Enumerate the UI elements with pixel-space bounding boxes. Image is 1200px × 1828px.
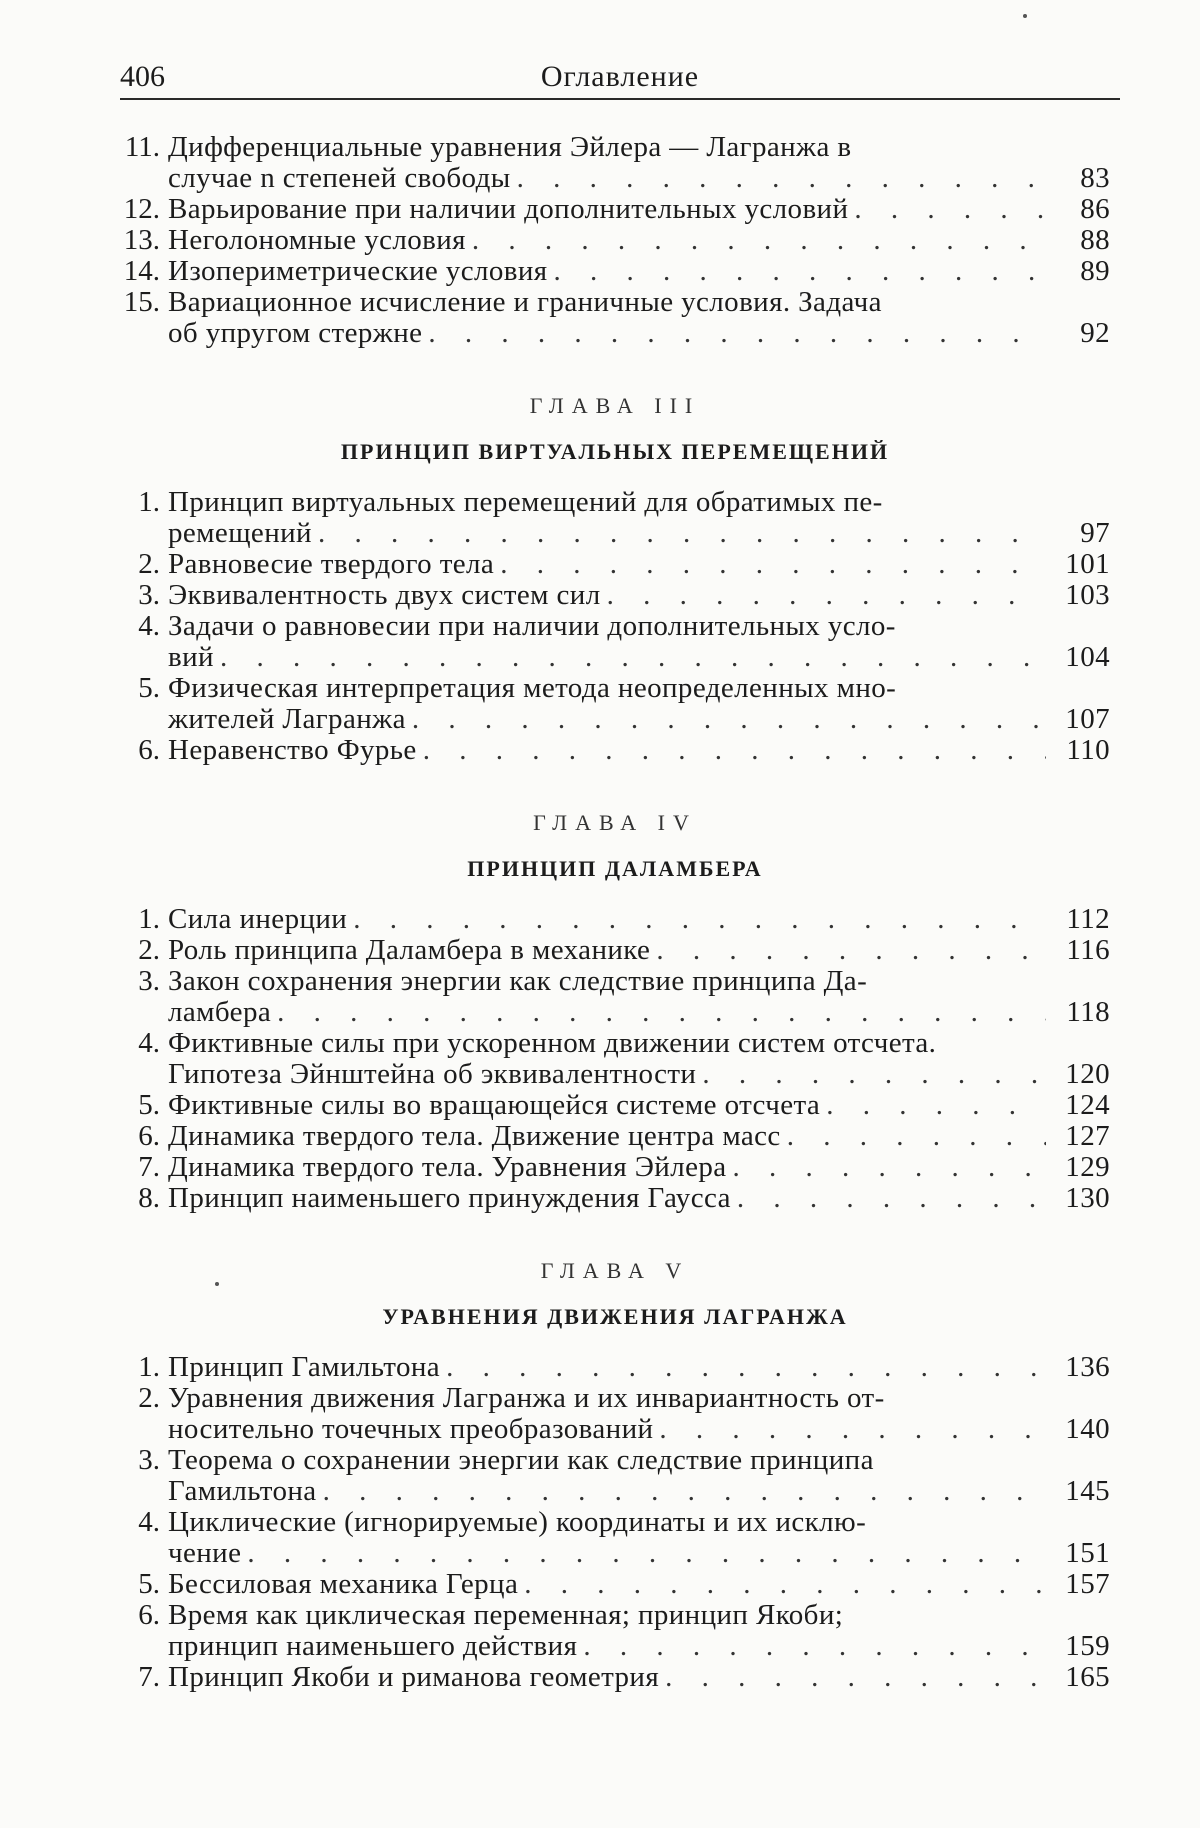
- entry-title-line: Равновесие твердого тела: [168, 548, 495, 580]
- entry-page-number: 145: [1065, 1475, 1110, 1507]
- entry-number: 8.: [138, 1182, 160, 1214]
- toc-entry: [120, 966, 1110, 1028]
- entry-page-number: 104: [1065, 641, 1110, 673]
- entry-title-line: об упругом стержне: [168, 317, 423, 349]
- dot-leader: [412, 704, 1046, 735]
- entry-page-number: 107: [1065, 703, 1110, 735]
- chapter-label: ГЛАВА V: [540, 1258, 690, 1283]
- toc-entry: [120, 735, 1110, 766]
- entry-title-line: Неравенство Фурье: [168, 734, 417, 766]
- entry-title-line: Динамика твердого тела. Уравнения Эйлера: [168, 1151, 727, 1183]
- toc-entry: [120, 1028, 1110, 1090]
- entry-last-line: [168, 704, 1110, 735]
- entry-last-line: [168, 225, 1110, 256]
- entry-body: [168, 225, 1110, 256]
- entry-title-line: Задачи о равновесии при наличии дополнительных усло-: [168, 610, 896, 642]
- entry-number: 14.: [123, 255, 160, 287]
- entry-title-line: Гамильтона: [168, 1475, 317, 1507]
- entry-body: [168, 1183, 1110, 1214]
- entry-title-line: Бессиловая механика Герца: [168, 1568, 519, 1600]
- toc-entry: [120, 1507, 1110, 1569]
- dot-leader: [665, 1662, 1046, 1693]
- toc-entry: [120, 287, 1110, 349]
- entry-body: [168, 256, 1110, 287]
- entry-number: 2.: [138, 934, 160, 966]
- entry-page-number: 86: [1080, 193, 1110, 225]
- entry-body: [168, 287, 1110, 349]
- entry-number: 3.: [138, 1444, 160, 1476]
- entry-last-line: [168, 1569, 1110, 1600]
- dot-leader: [659, 1414, 1046, 1445]
- dot-leader: [737, 1183, 1046, 1214]
- entry-title-line: Закон сохранения энергии как следствие принципа Да-: [168, 965, 868, 997]
- toc-entry: [120, 1600, 1110, 1662]
- toc-entry: [120, 132, 1110, 194]
- entry-number: 7.: [138, 1661, 160, 1693]
- entry-number: 6.: [138, 1599, 160, 1631]
- toc-entry: [120, 935, 1110, 966]
- entry-number: 5.: [138, 672, 160, 704]
- entry-title-line: вий: [168, 641, 214, 673]
- entry-number: 15.: [123, 286, 160, 318]
- entry-title-line: носительно точечных преобразований: [168, 1413, 654, 1445]
- entry-title-line: Варьирование при наличии дополнительных условий: [168, 193, 849, 225]
- toc-entry: [120, 194, 1110, 225]
- entry-body: [168, 132, 1110, 194]
- entry-page-number: 97: [1080, 517, 1110, 549]
- entry-page-number: 89: [1080, 255, 1110, 287]
- entry-page-number: 124: [1065, 1089, 1110, 1121]
- entry-title-line: Циклические (игнорируемые) координаты и их исклю-: [168, 1506, 867, 1538]
- chapter-label: ГЛАВА IV: [533, 810, 697, 835]
- entry-number: 5.: [138, 1568, 160, 1600]
- entry-last-line: [168, 1538, 1110, 1569]
- toc-entry: [120, 1090, 1110, 1121]
- entry-title-line: Принцип Якоби и риманова геометрия: [168, 1661, 660, 1693]
- entry-body: [168, 1445, 1110, 1507]
- entry-title-line: Изопериметрические условия: [168, 255, 548, 287]
- entry-title-line: Теорема о сохранении энергии как следствие принципа: [168, 1444, 874, 1476]
- entry-number: 2.: [138, 548, 160, 580]
- dot-leader: [854, 194, 1046, 225]
- entry-page-number: 129: [1065, 1151, 1110, 1183]
- entry-number: 4.: [138, 1027, 160, 1059]
- dot-leader: [323, 1476, 1046, 1507]
- entry-last-line: [168, 549, 1110, 580]
- dot-leader: [702, 1059, 1046, 1090]
- entry-body: [168, 1090, 1110, 1121]
- dot-leader: [524, 1569, 1046, 1600]
- entry-last-line: [168, 1476, 1110, 1507]
- entry-page-number: 136: [1065, 1351, 1110, 1383]
- dot-leader: [733, 1152, 1046, 1183]
- entry-last-line: [168, 642, 1110, 673]
- toc-entry: [120, 1569, 1110, 1600]
- entry-title-line: Гипотеза Эйнштейна об эквивалентности: [168, 1058, 697, 1090]
- entry-last-line: [168, 518, 1110, 549]
- entry-body: [168, 904, 1110, 935]
- entry-title-line: случае n степеней свободы: [168, 162, 511, 194]
- entry-body: [168, 194, 1110, 225]
- toc-entry: [120, 673, 1110, 735]
- running-title: Оглавление: [540, 60, 700, 93]
- entry-body: [168, 1662, 1110, 1693]
- toc-entry: [120, 904, 1110, 935]
- entry-number: 4.: [138, 610, 160, 642]
- entry-last-line: [168, 1152, 1110, 1183]
- entry-body: [168, 1383, 1110, 1445]
- entry-title-line: Физическая интерпретация метода неопределенных мно-: [168, 672, 897, 704]
- entry-number: 13.: [123, 224, 160, 256]
- entry-title-line: Время как циклическая переменная; принцип Якоби;: [168, 1599, 844, 1631]
- entry-number: 4.: [138, 1506, 160, 1538]
- chapter-label: ГЛАВА III: [529, 393, 701, 418]
- toc-entry: [120, 1383, 1110, 1445]
- entry-number: 1.: [138, 1351, 160, 1383]
- dot-leader: [472, 225, 1046, 256]
- toc-entry: [120, 580, 1110, 611]
- toc-entry: [120, 256, 1110, 287]
- dot-leader: [446, 1352, 1046, 1383]
- entry-page-number: 159: [1065, 1630, 1110, 1662]
- entry-title-line: Фиктивные силы при ускоренном движении систем отсчета.: [168, 1027, 937, 1059]
- entry-page-number: 101: [1065, 548, 1110, 580]
- entry-last-line: [168, 904, 1110, 935]
- entry-body: [168, 611, 1110, 673]
- dot-leader: [826, 1090, 1046, 1121]
- entry-body: [168, 580, 1110, 611]
- entry-title-line: жителей Лагранжа: [168, 703, 406, 735]
- print-speck: [215, 1282, 219, 1286]
- entry-title-line: Сила инерции: [168, 903, 348, 935]
- toc-entry: [120, 1121, 1110, 1152]
- toc-entry: [120, 1352, 1110, 1383]
- entry-last-line: [168, 318, 1110, 349]
- entry-number: 7.: [138, 1151, 160, 1183]
- toc-entry: [120, 1445, 1110, 1507]
- entry-body: [168, 673, 1110, 735]
- entry-title-line: Вариационное исчисление и граничные условия. Задача: [168, 286, 882, 318]
- entry-page-number: 92: [1080, 317, 1110, 349]
- entry-last-line: [168, 1121, 1110, 1152]
- chapter-title: ПРИНЦИП ДАЛАМБЕРА: [467, 856, 763, 881]
- entry-title-line: Фиктивные силы во вращающейся системе отсчета: [168, 1089, 821, 1121]
- entry-page-number: 151: [1065, 1537, 1110, 1569]
- entry-title-line: Дифференциальные уравнения Эйлера — Лагранжа в: [168, 131, 852, 163]
- entry-last-line: [168, 935, 1110, 966]
- toc-entry: [120, 225, 1110, 256]
- toc-entry: [120, 487, 1110, 549]
- dot-leader: [787, 1121, 1046, 1152]
- entry-body: [168, 1152, 1110, 1183]
- entry-title-line: Принцип виртуальных перемещений для обратимых пе-: [168, 486, 883, 518]
- entry-page-number: 116: [1066, 934, 1110, 966]
- dot-leader: [553, 256, 1046, 287]
- entry-body: [168, 1600, 1110, 1662]
- entry-page-number: 110: [1066, 734, 1110, 766]
- entry-last-line: [168, 1662, 1110, 1693]
- entry-page-number: 112: [1066, 903, 1110, 935]
- dot-leader: [277, 997, 1046, 1028]
- entry-last-line: [168, 163, 1110, 194]
- entry-body: [168, 735, 1110, 766]
- entry-number: 3.: [138, 579, 160, 611]
- entry-last-line: [168, 735, 1110, 766]
- dot-leader: [517, 163, 1046, 194]
- entry-title-line: Неголономные условия: [168, 224, 466, 256]
- entry-number: 3.: [138, 965, 160, 997]
- entry-page-number: 140: [1065, 1413, 1110, 1445]
- entry-body: [168, 1028, 1110, 1090]
- dot-leader: [318, 518, 1046, 549]
- entry-body: [168, 1121, 1110, 1152]
- entry-body: [168, 1569, 1110, 1600]
- entry-title-line: Роль принципа Даламбера в механике: [168, 934, 651, 966]
- entry-body: [168, 1352, 1110, 1383]
- toc-entry: [120, 611, 1110, 673]
- entry-page-number: 118: [1066, 996, 1110, 1028]
- entry-last-line: [168, 1059, 1110, 1090]
- toc-entry: [120, 1662, 1110, 1693]
- entry-number: 11.: [124, 131, 160, 163]
- entry-number: 2.: [138, 1382, 160, 1414]
- page-header: [120, 58, 1120, 100]
- entry-last-line: [168, 256, 1110, 287]
- entry-page-number: 103: [1065, 579, 1110, 611]
- entry-title-line: Динамика твердого тела. Движение центра масс: [168, 1120, 781, 1152]
- entry-number: 1.: [138, 903, 160, 935]
- entry-title-line: чение: [168, 1537, 242, 1569]
- dot-leader: [220, 642, 1046, 673]
- entry-title-line: ремещений: [168, 517, 312, 549]
- entry-title-line: Эквивалентность двух систем сил: [168, 579, 601, 611]
- dot-leader: [423, 735, 1046, 766]
- entry-body: [168, 966, 1110, 1028]
- entry-body: [168, 549, 1110, 580]
- entry-page-number: 130: [1065, 1182, 1110, 1214]
- entry-number: 6.: [138, 1120, 160, 1152]
- page-number: 406: [120, 60, 165, 93]
- dot-leader: [247, 1538, 1046, 1569]
- entry-last-line: [168, 194, 1110, 225]
- entry-number: 5.: [138, 1089, 160, 1121]
- entry-last-line: [168, 1090, 1110, 1121]
- dot-leader: [607, 580, 1046, 611]
- toc-entry: [120, 1152, 1110, 1183]
- entry-page-number: 120: [1065, 1058, 1110, 1090]
- entry-last-line: [168, 580, 1110, 611]
- dot-leader: [656, 935, 1046, 966]
- entry-number: 12.: [123, 193, 160, 225]
- dot-leader: [353, 904, 1046, 935]
- entry-title-line: Принцип Гамильтона: [168, 1351, 441, 1383]
- entry-title-line: принцип наименьшего действия: [168, 1630, 578, 1662]
- entry-page-number: 88: [1080, 224, 1110, 256]
- entry-last-line: [168, 1414, 1110, 1445]
- toc-entry: [120, 1183, 1110, 1214]
- entry-last-line: [168, 1631, 1110, 1662]
- entry-last-line: [168, 997, 1110, 1028]
- entry-number: 1.: [138, 486, 160, 518]
- toc-entry: [120, 549, 1110, 580]
- print-speck: [1023, 14, 1027, 18]
- entry-page-number: 127: [1065, 1120, 1110, 1152]
- dot-leader: [583, 1631, 1046, 1662]
- entry-body: [168, 487, 1110, 549]
- dot-leader: [428, 318, 1046, 349]
- entry-last-line: [168, 1352, 1110, 1383]
- chapter-title: УРАВНЕНИЯ ДВИЖЕНИЯ ЛАГРАНЖА: [382, 1304, 848, 1329]
- chapter-title: ПРИНЦИП ВИРТУАЛЬНЫХ ПЕРЕМЕЩЕНИЙ: [340, 439, 890, 464]
- entry-title-line: ламбера: [168, 996, 272, 1028]
- entry-page-number: 165: [1065, 1661, 1110, 1693]
- entry-number: 6.: [138, 734, 160, 766]
- entry-page-number: 83: [1080, 162, 1110, 194]
- dot-leader: [500, 549, 1046, 580]
- entry-title-line: Принцип наименьшего принуждения Гаусса: [168, 1182, 731, 1214]
- entry-page-number: 157: [1065, 1568, 1110, 1600]
- entry-title-line: Уравнения движения Лагранжа и их инвариантность от-: [168, 1382, 885, 1414]
- entry-body: [168, 1507, 1110, 1569]
- entry-last-line: [168, 1183, 1110, 1214]
- entry-body: [168, 935, 1110, 966]
- table-of-contents: [120, 132, 1110, 1693]
